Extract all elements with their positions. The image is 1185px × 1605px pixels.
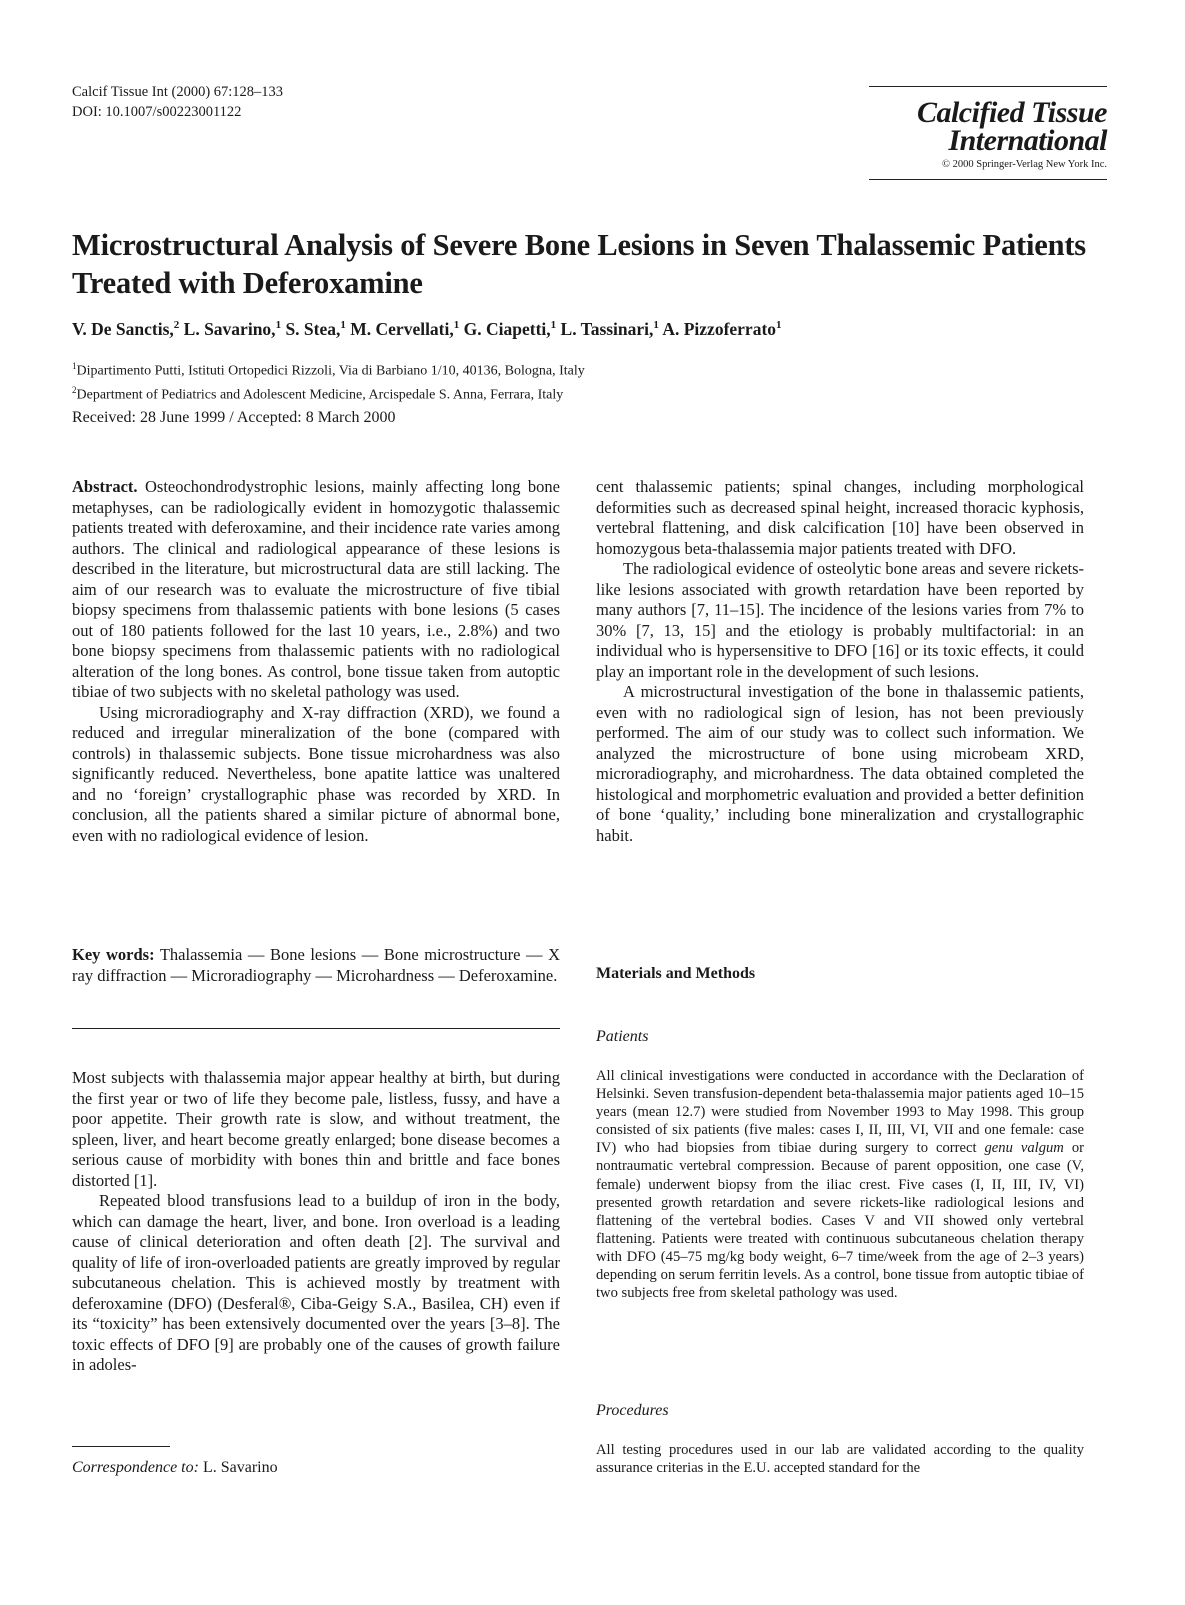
subsection-heading-procedures: Procedures xyxy=(596,1402,669,1419)
patients-text: All clinical investigations were conducted in accordance with the Declaration of Helsinki. Seven transfusion-dependent beta-thalassemia major patients aged 10–15 years (mean 12.7) were studied from November 1993 to May 1998. This group consisted of six patients (five males: cases I, II, III, VI, VII and one female: case IV) who had biopsies from tibiae during surgery to correct xyxy=(596,1068,1084,1157)
correspondence-label: Correspondence to: xyxy=(72,1459,199,1476)
author: S. Stea, xyxy=(285,319,341,339)
introduction xyxy=(72,1068,560,1376)
intro-paragraph: A microstructural investigation of the bone in thalassemic patients, even with no radiological sign of lesion, has not been previously performed. The aim of our study was to collect such information. We analyzed the microstructure of bone using microbeam XRD, microradiography, and microhardness. The data obtained completed the histological and morphometric evaluation and provided a better definition of bone ‘quality,’ including bone mineralization and crystallographic habit. xyxy=(596,682,1084,845)
abstract-paragraph xyxy=(72,477,560,703)
journal-logo xyxy=(869,86,1107,180)
author-affiliation-mark: 1 xyxy=(653,319,659,332)
author-affiliation-mark: 1 xyxy=(275,319,282,332)
author-affiliation-mark: 1 xyxy=(453,319,460,332)
keywords xyxy=(72,945,560,986)
abstract-label: Abstract. xyxy=(72,477,138,496)
logo-line-1: Calcified Tissue xyxy=(916,96,1107,129)
footnote-divider xyxy=(72,1446,170,1447)
patients-section xyxy=(596,1067,1084,1302)
intro-paragraph: Repeated blood transfusions lead to a buildup of iron in the body, which can damage the heart, liver, and bone. Iron overload is a leading cause of clinical deterioration and often death [2]. The survival and quality of life of iron-overloaded patients are greatly improved by regular subcutaneous chelation. This is achieved mostly by treatment with deferoxamine (DFO) (Desferal®, Ciba-Geigy S.A., Basilea, CH) even if its “toxicity” has been extensively documented over the years [3–8]. The toxic effects of DFO [9] are probably one of the causes of growth failure in adoles- xyxy=(72,1191,560,1374)
author: L. Tassinari, xyxy=(560,319,654,339)
author: G. Ciapetti, xyxy=(463,319,551,339)
abstract-paragraph: Using microradiography and X-ray diffraction (XRD), we found a reduced and irregular mineralization of the bone (compared with controls) in thalassemic subjects. Bone tissue microhardness was also significantly reduced. Nevertheless, bone apatite lattice was unaltered and no ‘foreign’ crystallographic phase was recorded by XRD. In conclusion, all the patients shared a similar picture of abnormal bone, even with no radiological evidence of lesion. xyxy=(72,702,560,845)
author-list xyxy=(72,319,782,340)
author-affiliation-mark: 1 xyxy=(340,319,346,332)
intro-paragraph: The radiological evidence of osteolytic bone areas and severe rickets-like lesions associated with growth retardation have been reported by many authors [7, 11–15]. The incidence of the lesions varies from 7% to 30% [7, 13, 15] and the etiology is probably multifactorial: in an individual who is hypersensitive to DFO [16] or its toxic effects, it could play an important role in the development of such lesions. xyxy=(596,559,1084,681)
abstract-divider xyxy=(72,1028,560,1029)
logo-copyright: © 2000 Springer-Verlag New York Inc. xyxy=(942,159,1107,170)
patients-italic-term: genu valgum xyxy=(984,1140,1064,1157)
affiliation xyxy=(72,381,585,405)
author: L. Savarino, xyxy=(183,319,276,339)
correspondence-name: L. Savarino xyxy=(202,1459,278,1476)
abstract xyxy=(72,477,560,846)
article-title: Microstructural Analysis of Severe Bone Lesions in Seven Thalassemic Patients Treated with Deferoxamine xyxy=(72,228,1086,300)
affiliation-text: Dipartimento Putti, Istituti Ortopedici Rizzoli, Via di Barbiano 1/10, 40136, Bologna, Italy xyxy=(76,363,585,379)
doi: DOI: 10.1007/s00223001122 xyxy=(72,104,242,120)
received-dates: Received: 28 June 1999 / Accepted: 8 March 2000 xyxy=(72,409,396,426)
affiliation xyxy=(72,357,585,381)
author: M. Cervellati, xyxy=(350,319,454,339)
author-affiliation-mark: 2 xyxy=(173,319,180,332)
author-affiliation-mark: 1 xyxy=(550,319,557,332)
keywords-text: Thalassemia — Bone lesions — Bone microstructure — X ray diffraction — Microradiography — Microhardness — Deferoxamine. xyxy=(72,945,560,985)
section-heading-methods: Materials and Methods xyxy=(596,965,756,982)
author: A. Pizzoferrato xyxy=(662,319,777,339)
affiliation-mark: 1 xyxy=(72,361,77,371)
subsection-heading-patients: Patients xyxy=(596,1028,649,1045)
intro-continued xyxy=(596,477,1084,846)
procedures-paragraph: All testing procedures used in our lab are validated according to the quality assurance criterias in the E.U. accepted standard for the xyxy=(596,1442,1084,1477)
journal-citation: Calcif Tissue Int (2000) 67:128–133 xyxy=(72,84,284,100)
intro-paragraph: cent thalassemic patients; spinal changes, including morphological deformities such as decreased spinal height, increased thoracic kyphosis, vertebral flattening, and disk calcification [10] have been observed in homozygous beta-thalassemia major patients treated with DFO. xyxy=(596,477,1084,558)
logo-line-2: International xyxy=(948,124,1107,157)
keywords-paragraph xyxy=(72,945,560,986)
patients-text-continued: or nontraumatic vertebral compression. Because of parent opposition, one case (V, female) underwent biopsy from the iliac crest. Five cases (I, II, III, IV, VI) presented growth retardation and severe rickets-like radiological lesions and flattening of the vertebral bodies. Cases V and VII showed only vertebral flattening. Patients were treated with continuous subcutaneous chelation therapy with DFO (45–75 mg/kg body weight, 6–7 time/week from the age of 2–3 years) depending on serum ferritin levels. As a control, bone tissue from autoptic tibiae of two subjects free from skeletal pathology was used. xyxy=(596,1140,1084,1302)
affiliation-mark: 2 xyxy=(72,384,77,395)
affiliations xyxy=(72,357,585,404)
journal-citation-block xyxy=(72,82,283,122)
author-affiliation-mark: 1 xyxy=(776,319,782,332)
author: V. De Sanctis, xyxy=(72,319,174,339)
correspondence-footnote xyxy=(72,1459,278,1477)
patients-paragraph xyxy=(596,1067,1084,1302)
affiliation-text: Department of Pediatrics and Adolescent Medicine, Arcispedale S. Anna, Ferrara, Italy xyxy=(76,387,564,403)
intro-paragraph: Most subjects with thalassemia major appear healthy at birth, but during the first year or two of life they become pale, listless, fussy, and have a poor appetite. Their growth rate is slow, and without treatment, the spleen, liver, and heart become greatly enlarged; bone disease becomes a serious cause of morbidity with bones thin and brittle and face bones distorted [1]. xyxy=(72,1068,560,1190)
procedures-section xyxy=(596,1441,1084,1477)
keywords-label: Key words: xyxy=(72,945,155,964)
abstract-text: Osteochondrodystrophic lesions, mainly affecting long bone metaphyses, can be radiologically evident in homozygotic thalassemic patients treated with deferoxamine, and their incidence rate varies among authors. The clinical and radiological appearance of these lesions is described in the literature, but microstructural data are still lacking. The aim of our research was to evaluate the microstructure of five tibial biopsy specimens from thalassemic patients with bone lesions (5 cases out of 180 patients followed for the last 10 years, i.e., 2.8%) and two bone biopsy specimens from thalassemic patients with no radiological alteration of the long bones. As control, bone tissue taken from autoptic tibiae of two subjects with no skeletal pathology was used. xyxy=(72,477,560,701)
